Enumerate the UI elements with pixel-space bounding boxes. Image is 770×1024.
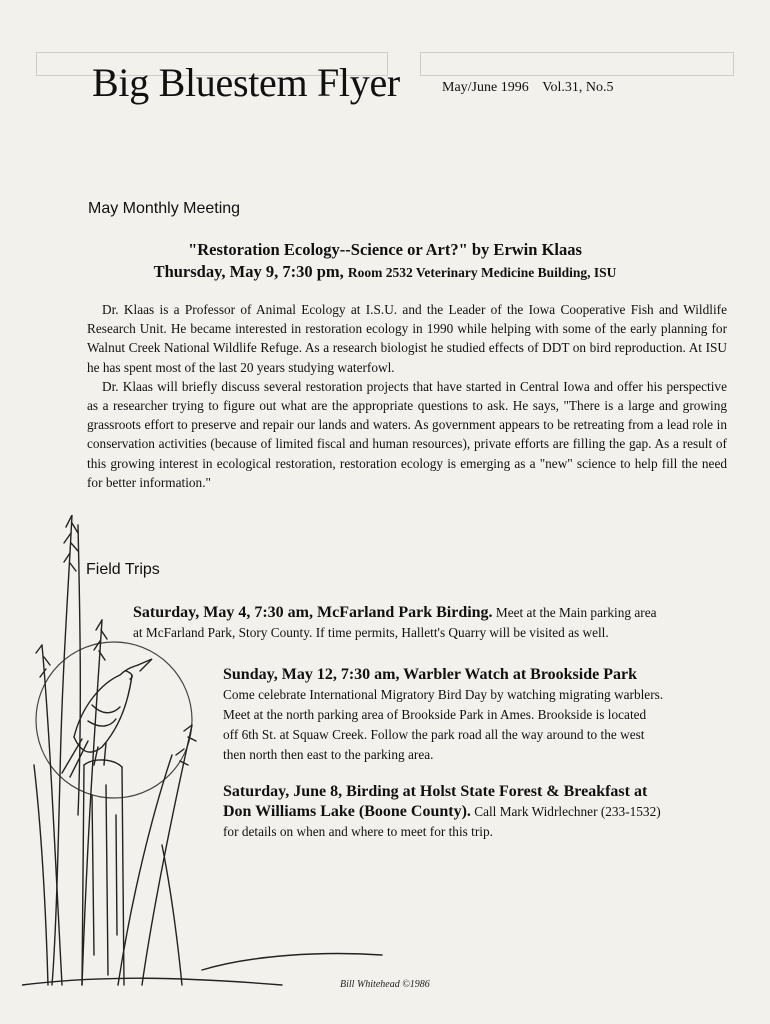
talk-room: Room 2532 Veterinary Medicine Building, ISU [347,265,617,280]
bleed-through-box [420,52,734,76]
trip-heading: Sunday, May 12, 7:30 am, Warbler Watch at Brookside Park [223,666,637,683]
issue-info [442,80,614,96]
talk-datetime: Thursday, May 9, 7:30 pm, [153,262,344,281]
trip-text: for details on when and where to meet for this trip. [223,824,493,839]
newsletter-title: Big Bluestem Flyer [92,60,400,105]
trip-text: Meet at the Main parking area [495,605,657,620]
talk-title: "Restoration Ecology--Science or Art?" by Erwin Klaas [188,240,582,259]
trip-text: Come celebrate International Migratory Bird Day by watching migrating warblers. [223,687,664,702]
trip-text: off 6th St. at Squaw Creek. Follow the park road all the way around to the west [223,727,645,742]
field-trips-heading: Field Trips [86,561,160,578]
bleed-through-text [404,94,734,113]
trip-text: Meet at the north parking area of Brookside Park in Ames. Brookside is located [223,707,647,722]
monthly-meeting-heading: May Monthly Meeting [88,200,241,217]
trip-heading: Saturday, May 4, 7:30 am, McFarland Park Birding. [133,604,493,621]
issue-volume: Vol.31, No.5 [542,80,614,95]
trip-text: at McFarland Park, Story County. If time permits, Hallett's Quarry will be visited as well. [133,625,609,640]
trip-heading: Don Williams Lake (Boone County). [223,803,471,820]
meeting-paragraph: Dr. Klaas is a Professor of Animal Ecology at I.S.U. and the Leader of the Iowa Cooperative Fish and Wildlife Research Unit. He became interested in restoration ecology in 1990 while helping with some of the early planning for Walnut Creek National Wildlife Refuge. As a research biologist he studied effects of DDT on bird reproduction. At ISU he has spent most of the last 20 years studying waterfowl. [87,302,727,375]
meeting-paragraph: Dr. Klaas will briefly discuss several restoration projects that have started in Central Iowa and offer his perspective as a researcher trying to figure out what are the appropriate questions to ask. He says, "There is a large and growing grassroots effort to preserve and repair our lands and waters. As government appears to be retreating from a lead role in conservation activities (because of limited fiscal and human resources), private efforts are filling the gap. As a result of this growing interest in ecological restoration, restoration ecology is emerging as a "new" science to help fill the need for better information." [87,378,727,490]
trip-text: Call Mark Widrlechner (233-1532) [474,804,661,819]
talk-when [0,262,770,282]
meadowlark-illustration [22,515,472,1005]
issue-date: May/June 1996 [442,80,529,95]
trip-text: then north then east to the parking area. [223,747,434,762]
meeting-description [87,300,727,492]
artist-signature: Bill Whitehead ©1986 [340,979,430,990]
trip-heading: Saturday, June 8, Birding at Holst State Forest & Breakfast at [223,783,648,800]
